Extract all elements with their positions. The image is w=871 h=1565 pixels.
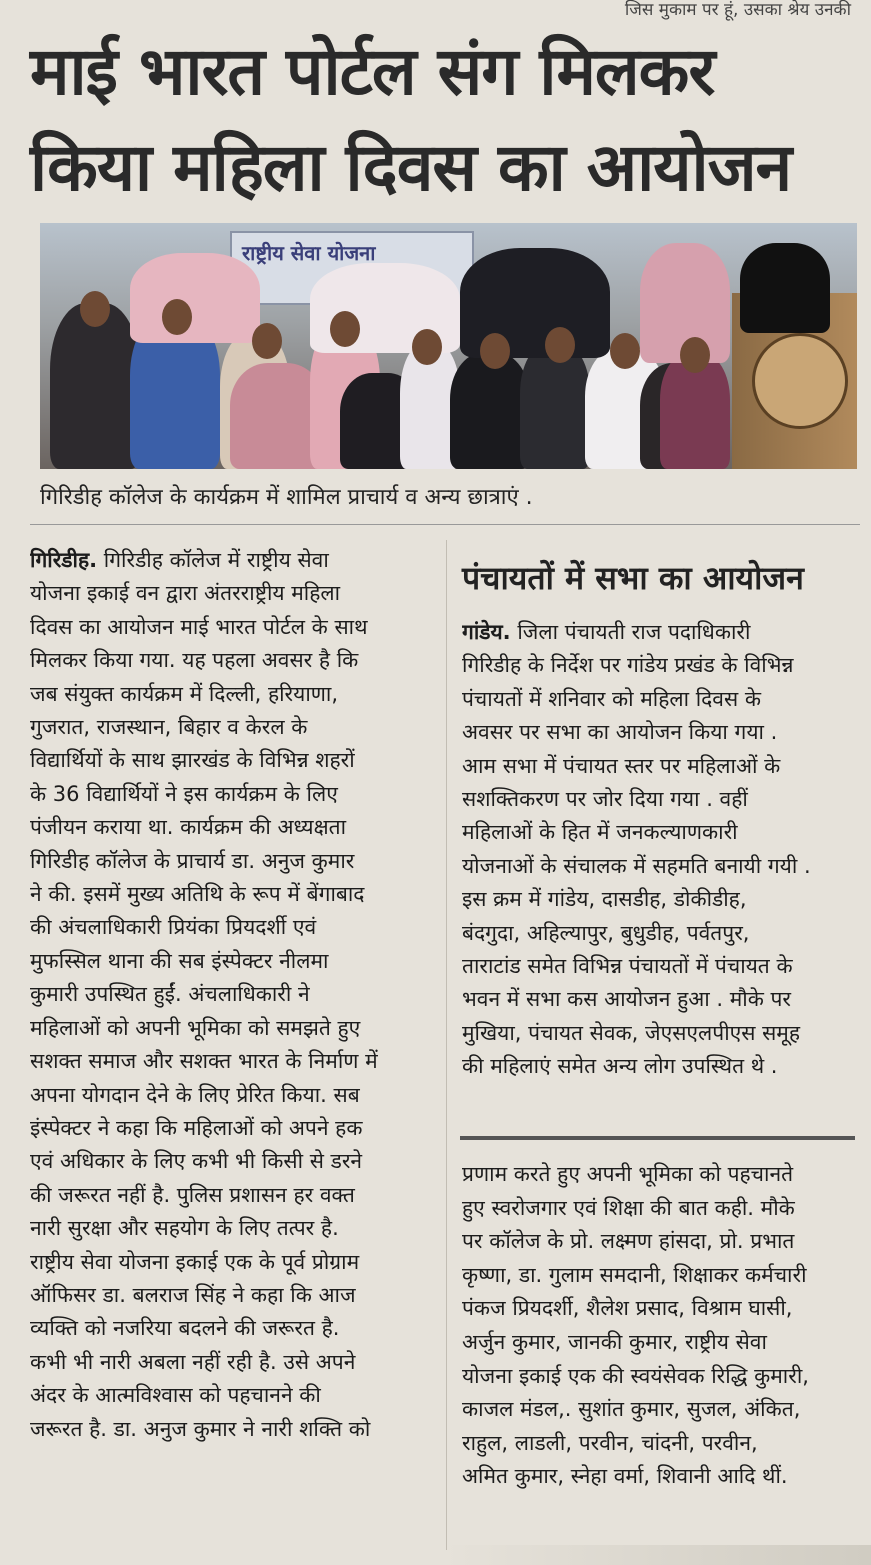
panchayat-story-heading: पंचायतों में सभा का आयोजन [462,559,804,597]
main-story-line: गुजरात, राजस्थान, बिहार व केरल के [30,715,308,740]
main-story-line: कभी भी नारी अबला नहीं रही है. उसे अपने [30,1349,356,1374]
main-story-line: पंजीयन कराया था. कार्यक्रम की अध्यक्षता [30,815,347,840]
main-story-line: जब संयुक्त कार्यक्रम में दिल्ली, हरियाणा, [30,681,339,706]
main-story-line: महिलाओं को अपनी भूमिका को समझते हुए [30,1015,361,1040]
main-story-line: विद्यार्थियों के साथ झारखंड के विभिन्न शहरों [30,748,355,773]
continuation-line: पर कॉलेज के प्रो. लक्ष्मण हांसदा, प्रो. प्रभात [462,1229,795,1254]
panchayat-story-line: की महिलाएं समेत अन्य लोग उपस्थित थे . [462,1054,778,1079]
main-story-line: योजना इकाई वन द्वारा अंतरराष्ट्रीय महिला [30,581,341,606]
main-story-line: ऑफिसर डा. बलराज सिंह ने कहा कि आज [30,1282,356,1307]
continuation-line: काजल मंडल,. सुशांत कुमार, सुजल, अंकित, [462,1397,801,1422]
column-divider [446,540,447,1550]
main-story-line: जरूरत है. डा. अनुज कुमार ने नारी शक्ति को [30,1416,371,1441]
panchayat-story-dateline: गांडेय. [462,620,511,644]
main-story-line: गिरिडीह कॉलेज के प्राचार्य डा. अनुज कुमार [30,848,355,873]
panchayat-story-line: बंदगुदा, अहिल्यापुर, बुधुडीह, पर्वतपुर, [462,920,750,945]
continuation-line: पंकज प्रियदर्शी, शैलेश प्रसाद, विश्राम घासी, [462,1296,793,1321]
story-divider [460,1136,855,1140]
panchayat-story-line: योजनाओं के संचालक में सहमति बनायी गयी . [462,853,811,878]
main-story-line: ने की. इसमें मुख्य अतिथि के रूप में बेंगाबाद [30,882,365,907]
photo-head [412,329,442,365]
panchayat-story-line: पंचायतों में शनिवार को महिला दिवस के [462,686,761,711]
main-story-line-1: गिरिडीह. गिरिडीह कॉलेज में राष्ट्रीय सेवा [30,548,329,572]
main-story-line: की अंचलाधिकारी प्रियंका प्रियदर्शी एवं [30,915,317,940]
panchayat-story-line: मुखिया, पंचायत सेवक, जेएसएलपीएस समूह [462,1020,801,1045]
photo-person [130,253,260,343]
main-story-line: इंस्पेक्टर ने कहा कि महिलाओं को अपने हक [30,1115,363,1140]
panchayat-story-line: अवसर पर सभा का आयोजन किया गया . [462,720,778,745]
photo-caption: गिरिडीह कॉलेज के कार्यक्रम में शामिल प्राचार्य व अन्य छात्राएं . [40,485,533,510]
panchayat-story-line: गिरिडीह के निर्देश पर गांडेय प्रखंड के विभिन्न [462,653,794,678]
photo-head [80,291,110,327]
main-story-line: नारी सुरक्षा और सहयोग के लिए तत्पर है. [30,1216,339,1241]
photo-person [50,303,140,469]
continuation-line: अमित कुमार, स्नेहा वर्मा, शिवानी आदि थीं. [462,1464,788,1489]
main-story-line: मुफस्सिल थाना की सब इंस्पेक्टर नीलमा [30,948,329,973]
photo-head [480,333,510,369]
photo-head [680,337,710,373]
photo-head [252,323,282,359]
college-seal-icon [752,333,848,429]
main-story-line: की जरूरत नहीं है. पुलिस प्रशासन हर वक्त [30,1182,355,1207]
photo-head [610,333,640,369]
continuation-line: हुए स्वरोजगार एवं शिक्षा की बात कही. मौके [462,1195,795,1220]
photo-head [162,299,192,335]
panchayat-story-body [462,616,857,1084]
continuation-line: राहुल, लाडली, परवीन, चांदनी, परवीन, [462,1430,758,1455]
main-story-line: अपना योगदान देने के लिए प्रेरित किया. सब [30,1082,360,1107]
main-story-line: व्यक्ति को नजरिया बदलने की जरूरत है. [30,1316,340,1341]
main-story-line: राष्ट्रीय सेवा योजना इकाई एक के पूर्व प्रोग्राम [30,1249,360,1274]
continuation-line: अर्जुन कुमार, जानकी कुमार, राष्ट्रीय सेवा [462,1329,767,1354]
panchayat-story-line: भवन में सभा कस आयोजन हुआ . मौके पर [462,987,792,1012]
page-bottom-edge [440,1545,871,1565]
headline-line-2: किया महिला दिवस का आयोजन [30,129,792,206]
headline-line-1: माई भारत पोर्टल संग मिलकर [30,33,715,110]
main-story-line: अंदर के आत्मविश्वास को पहचानने की [30,1383,321,1408]
main-story-line: सशक्त समाज और सशक्त भारत के निर्माण में [30,1049,378,1074]
photo-person [740,243,830,333]
panchayat-story-line: ताराटांड समेत विभिन्न पंचायतों में पंचायत के [462,954,793,979]
main-story-continuation [462,1158,857,1494]
main-story-line: एवं अधिकार के लिए कभी भी किसी से डरने [30,1149,363,1174]
photo-head [330,311,360,347]
photo-head [545,327,575,363]
headline [30,24,860,216]
main-story-line: मिलकर किया गया. यह पहला अवसर है कि [30,648,359,673]
event-photo [40,223,857,469]
panchayat-story-line: इस क्रम में गांडेय, दासडीह, डोकीडीह, [462,887,747,912]
panchayat-story-line-1: गांडेय. जिला पंचायती राज पदाधिकारी [462,620,751,644]
photo-person [450,353,530,469]
main-story-line: दिवस का आयोजन माई भारत पोर्टल के साथ [30,614,368,639]
panchayat-story-line: महिलाओं के हित में जनकल्याणकारी [462,820,738,845]
main-story-line: के 36 विद्यार्थियों ने इस कार्यक्रम के लिए [30,781,338,806]
top-strip-text: जिस मुकाम पर हूं, उसका श्रेय उनकी [624,0,851,20]
panchayat-story-line: आम सभा में पंचायत स्तर पर महिलाओं के [462,753,781,778]
main-story-line: कुमारी उपस्थित हुईं. अंचलाधिकारी ने [30,982,310,1007]
continuation-line: प्रणाम करते हुए अपनी भूमिका को पहचानते [462,1162,794,1186]
photo-banner-text: राष्ट्रीय सेवा योजना [242,241,376,265]
main-story-body [30,544,435,1446]
panchayat-story-line: सशक्तिकरण पर जोर दिया गया . वहीं [462,787,748,812]
main-story-dateline: गिरिडीह. [30,548,98,572]
continuation-line: कृष्णा, डा. गुलाम समदानी, शिक्षाकर कर्मचारी [462,1262,807,1287]
continuation-line: योजना इकाई एक की स्वयंसेवक रिद्धि कुमारी, [462,1363,809,1388]
caption-divider [30,524,860,525]
